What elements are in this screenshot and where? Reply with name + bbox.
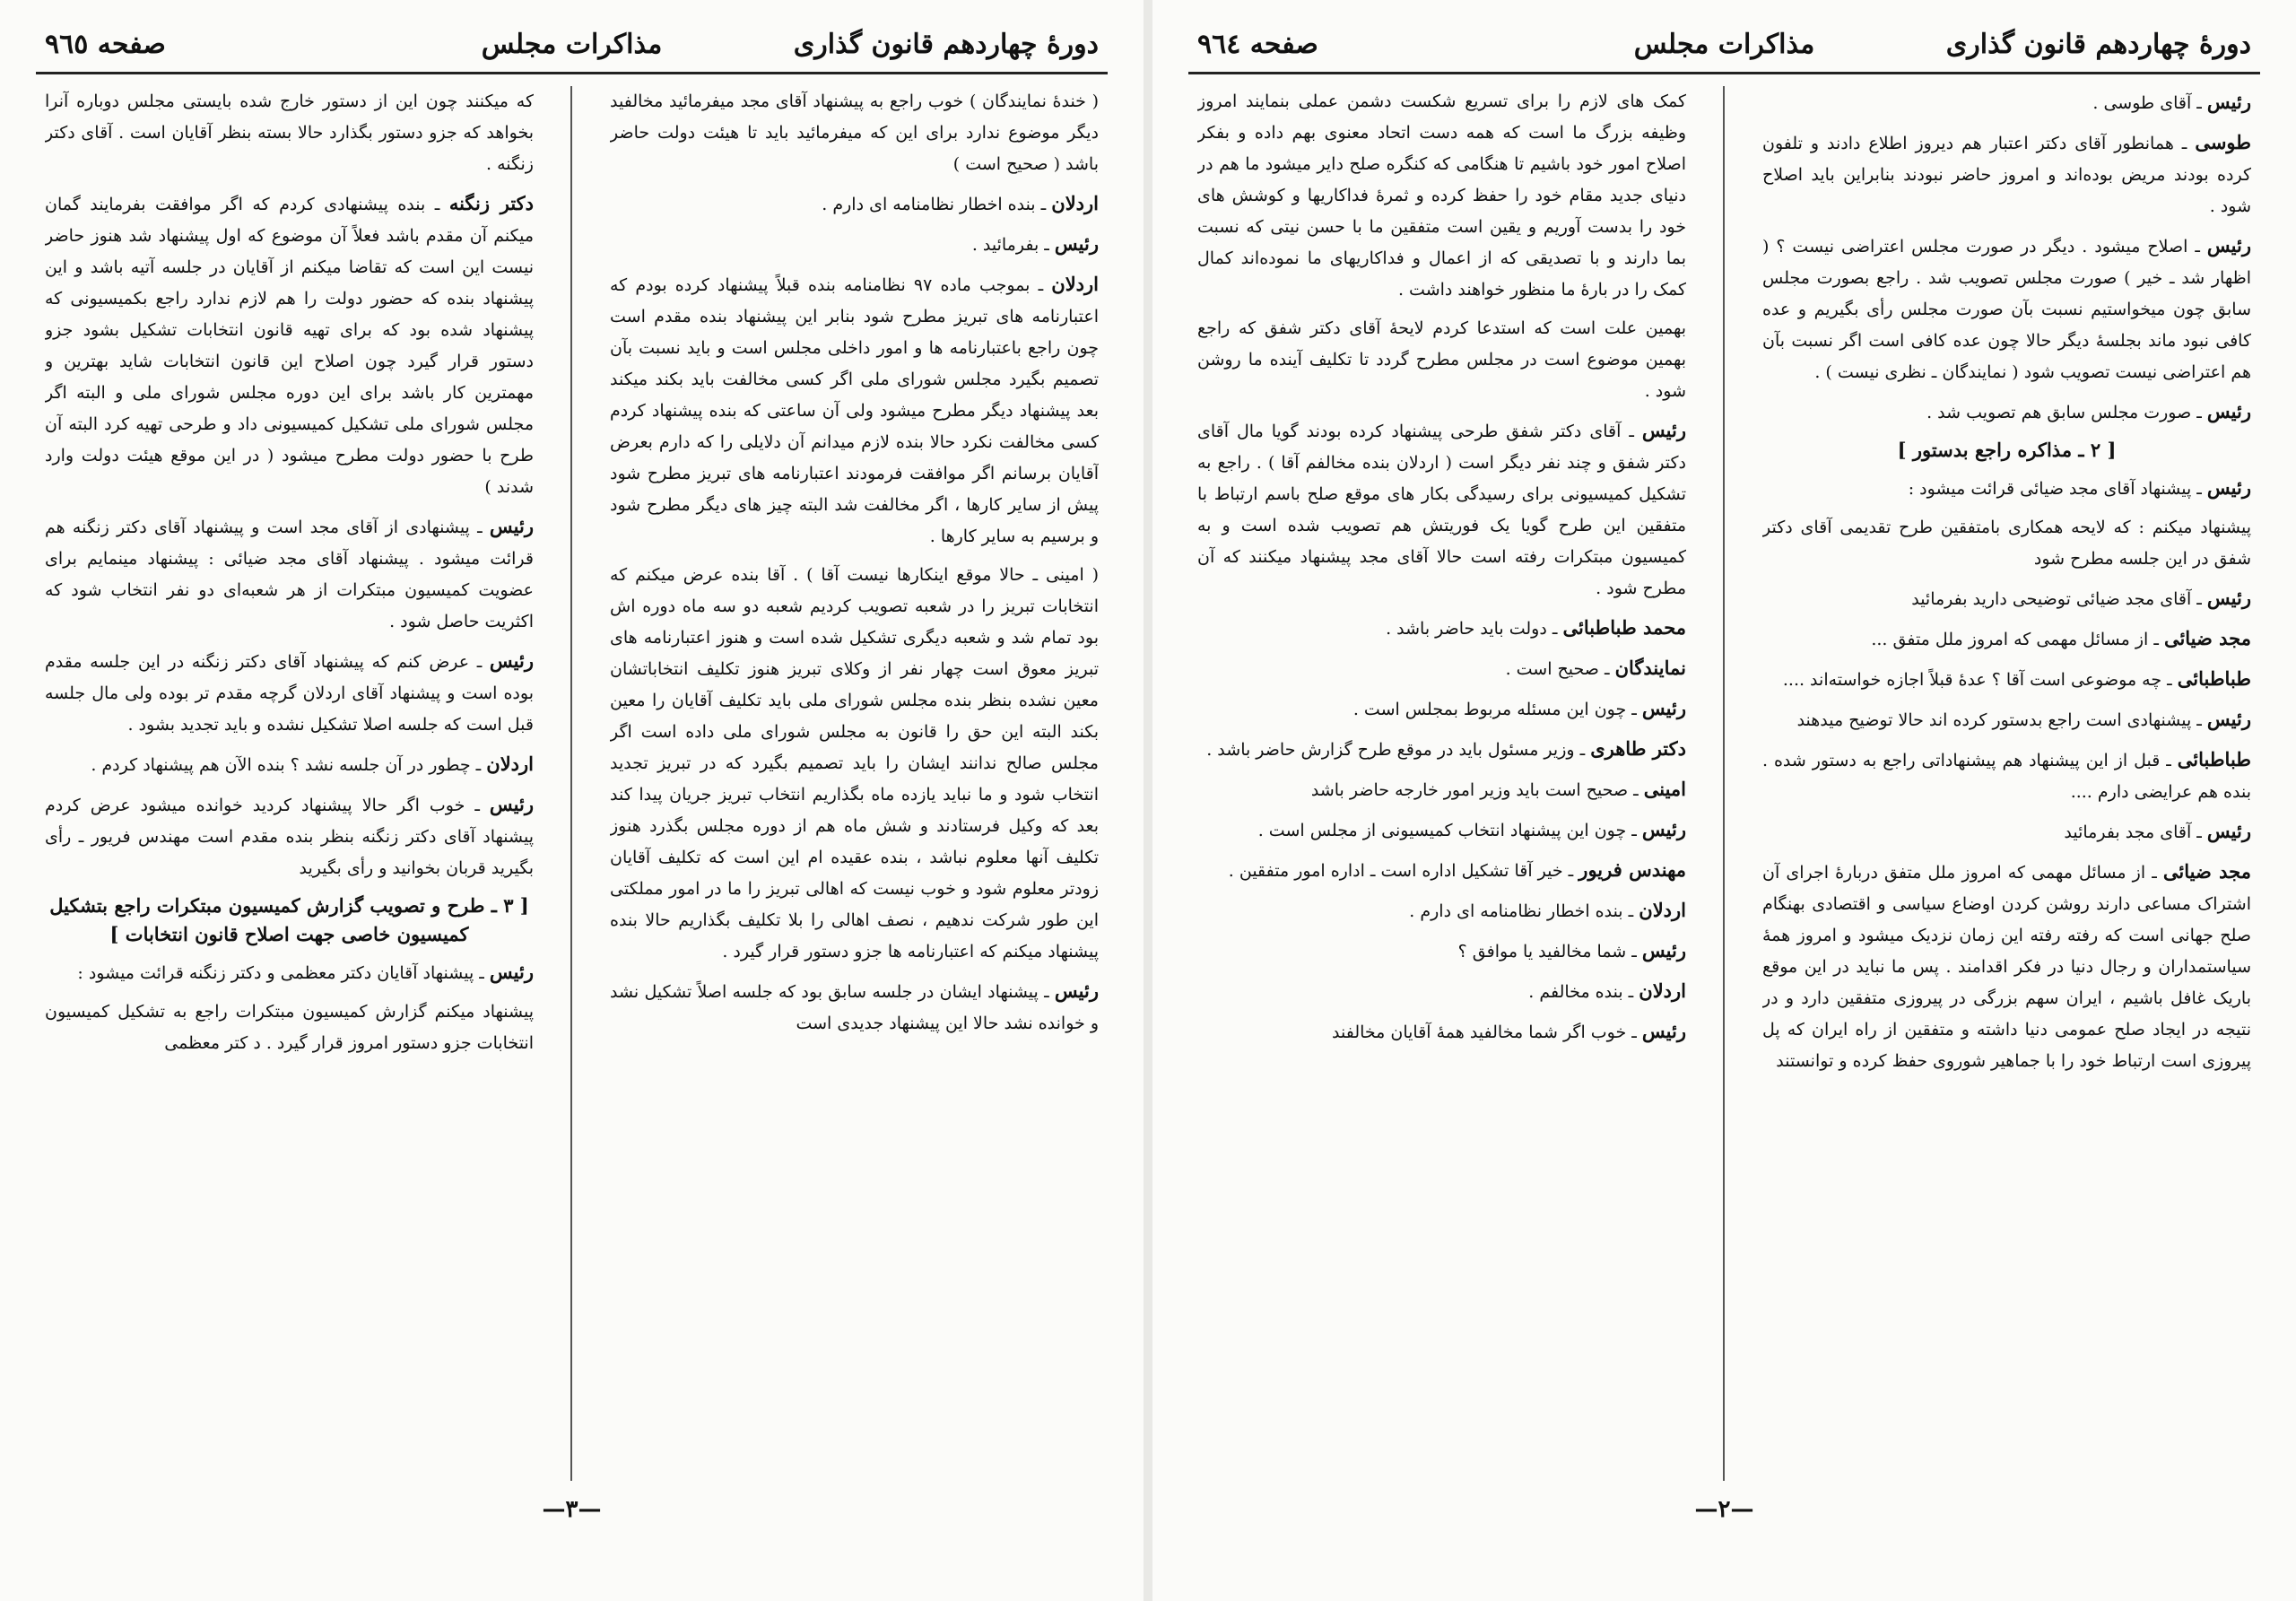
header-rule — [36, 72, 1108, 74]
header-page-number: صفحه ٩٦٥ — [45, 29, 166, 60]
speaker-name: رئیس — [2206, 234, 2251, 257]
paragraph — [45, 956, 534, 989]
speaker-name: مجد ضیائی — [2162, 860, 2251, 883]
paragraph — [1197, 313, 1686, 407]
paragraph — [1197, 1015, 1686, 1048]
speaker-name: امینی — [1643, 778, 1686, 800]
book-gutter — [1144, 0, 1152, 1601]
paragraph-text: ـ چون این مسئله مربوط بمجلس است . — [1352, 700, 1637, 719]
paragraph — [1762, 86, 2251, 119]
paragraph — [1197, 894, 1686, 927]
paragraph-text: ـ پیشنهاد آقای مجد ضیائی قرائت میشود : — [1908, 479, 2202, 499]
page-964 — [1152, 0, 2296, 1601]
paragraph — [610, 975, 1099, 1040]
paragraph — [1762, 472, 2251, 505]
paragraph — [610, 560, 1099, 968]
paragraph-text: ( امینی ـ حالا موقع اینکارها نیست آقا ) . آقا بنده عرض میکنم که انتخابات تبریز را در شعبه تصویب کردیم شعبه دو سه ماه دوره اش بود تمام شد و شعبه دیگری تشکیل شده است و هنوز اعتبارنامه های تبریز معوق است چهار نفر از وکلای تبریز هنوز تکلیف انتخاباتشان معین نشده بنظر بنده مجلس شورای ملی باید تکلیف آقایان را معین بکند البته این حق را قانون به مجلس شورای ملی داده است اگر مجلس صالح ندانند ایشان را باید تصمیم بگیرد که در تبریز تجدید انتخاب شود و ما نباید یازده ماه بگذاریم انتخاب تبریز جریان پیدا کند بعد که وکیل فرستادند و شش ماه هم از دوره مجلس بگذرد هنوز تکلیف آنها معلوم نباشد ، بنده عقیده ام این است که تکلیف آقایان زودتر معلوم شود و خوب نیست که اهالی تبریز را ما در امور مملکتی این طور شرکت ندهیم ، نصف اهالی را بلا تکلیف بگذاریم حالا بنده پیشنهاد میکنم که اعتبارنامه ها جزو دستور قرار گیرد . — [610, 565, 1099, 961]
paragraph-text: ـ آقای مجد ضیائی توضیحی دارید بفرمائید — [1911, 589, 2202, 609]
paragraph — [1197, 854, 1686, 887]
speaker-name: دکتر طاهری — [1590, 737, 1686, 760]
speaker-name: رئیس — [2206, 587, 2251, 609]
paragraph — [45, 187, 534, 503]
speaker-name: طباطبائی — [2177, 748, 2251, 770]
header-session: دورهٔ چهاردهم قانون گذاری — [1945, 29, 2251, 60]
paragraph — [45, 788, 534, 884]
column-divider — [1723, 86, 1725, 1481]
paragraph-text: ـ صورت مجلس سابق هم تصویب شد . — [1926, 403, 2202, 422]
paragraph — [45, 996, 534, 1059]
paragraph-text: ـ بنده مخالفم . — [1528, 982, 1634, 1002]
header-title: مذاکرات مجلس — [481, 29, 663, 60]
paragraph-text: ـ از مسائل مهمی که امروز ملل متفق ... — [1871, 630, 2159, 649]
paragraph — [1762, 815, 2251, 848]
paragraph — [1762, 622, 2251, 656]
paragraph — [1762, 230, 2251, 388]
paragraph — [1762, 663, 2251, 696]
speaker-name: رئیس — [489, 649, 534, 672]
speaker-name: رئیس — [1641, 818, 1686, 840]
speaker-name: اردلان — [1051, 192, 1099, 214]
paragraph-text: ـ از مسائل مهمی که امروز ملل متفق دربارهٔ اجرای آن اشتراک مساعی دارند روشن کردن اوضاع سیاسی و اقتصادی بهنگام صلح جهانی است که رفته رفته این زمان نزدیک میشود و امروز همهٔ سیاستمداران و رجال دنیا در فکر اقدامند . پس ما نباید در این موقع باریک غافل باشیم ، ایران سهم بزرگی در پیروزی متفقین دارد و در نتیجه در ایجاد صلح عمومی دنیا داشته و متفقین از راه ایران که پل پیروزی است ارتباط خود را با جماهیر شوروی حفظ کرده و توانستند — [1762, 863, 2251, 1071]
paragraph — [1762, 396, 2251, 429]
speaker-name: رئیس — [2206, 400, 2251, 422]
paragraph-text: ـ صحیح است باید وزیر امور خارجه حاضر باشد — [1310, 780, 1639, 800]
paragraph — [1197, 86, 1686, 306]
paragraph — [1197, 814, 1686, 847]
paragraph-text: ـ پیشنهادی است راجع بدستور کرده اند حالا توضیح میدهند — [1796, 710, 2202, 730]
paragraph-text: که میکنند چون این از دستور خارج شده بایستی مجلس دوباره آنرا بخواهد که جزو دستور بگذارد حالا بسته بنظر آقایان است . آقای دکتر زنگنه . — [45, 91, 534, 174]
column-divider — [570, 86, 572, 1481]
paragraph — [610, 187, 1099, 221]
speaker-name: اردلان — [1051, 273, 1099, 295]
header-page-number: صفحه ٩٦٤ — [1197, 29, 1318, 60]
header-rule — [1188, 72, 2260, 74]
paragraph-text: ـ شما مخالفید یا موافق ؟ — [1457, 942, 1637, 961]
column-right — [610, 86, 1099, 1481]
paragraph — [1197, 733, 1686, 766]
paragraph-text: ـ خیر آقا تشکیل اداره است ـ اداره امور متفقین . — [1228, 861, 1574, 881]
paragraph-text: ـ بنده اخطار نظامنامه ای دارم . — [822, 195, 1047, 214]
speaker-name: رئیس — [2206, 820, 2251, 842]
speaker-name: مهندس فریور — [1578, 858, 1686, 881]
paragraph — [1762, 856, 2251, 1077]
paragraph — [610, 268, 1099, 553]
paragraph-text: ـ خوب اگر حالا پیشنهاد کردید خوانده میشود عرض کردم پیشنهاد آقای دکتر زنگنه بنظر بنده مقدم است مهندس فریور ـ رأی بگیرید قربان بخوانید و رأی بگیرید — [45, 796, 534, 878]
paragraph-text: ـ صحیح است . — [1505, 659, 1610, 679]
paragraph — [1762, 512, 2251, 575]
paragraph — [1197, 975, 1686, 1008]
speaker-name: رئیس — [1641, 419, 1686, 441]
speaker-name: اردلان — [486, 753, 534, 775]
paragraph — [1762, 582, 2251, 615]
paragraph-text: ـ بنده پیشنهادی کردم که اگر موافقت بفرمایند گمان میکنم آن مقدم باشد فعلاً آن موضوع که اول پیشنهاد شد هنوز حاضر نیست این است که تقاضا میکنم از آقایان در جلسه آتیه باشد و این پیشنهاد بنده که حضور دولت را هم لازم ندارد راجع بکمیسیونی که پیشنهاد شده بود که برای تهیه قانون انتخابات تشکیل بشود جزو دستور قرار گیرد چون اصلاح این قانون انتخابات شاید بهترین و مهمترین کار باشد برای این دوره مجلس شورای ملی و البته اگر مجلس شورای ملی تشکیل کمیسیونی داد و طرحی تهیه کرد البته آن طرح با حضور دولت مطرح میشود ( در این موقع هیئت دولت وارد شدند ) — [45, 195, 534, 497]
speaker-name: محمد طباطبائی — [1562, 616, 1686, 639]
page-footer: —٢— — [1694, 1496, 1754, 1523]
paragraph — [1197, 692, 1686, 726]
header-title: مذاکرات مجلس — [1633, 29, 1815, 60]
speaker-name: رئیس — [489, 793, 534, 815]
paragraph — [1197, 612, 1686, 645]
paragraph — [1762, 126, 2251, 222]
paragraph-text: ـ پیشنهاد ایشان در جلسه سابق بود که جلسه اصلاً تشکیل نشد و خوانده نشد حالا این پیشنهاد جدیدی است — [610, 982, 1099, 1033]
column-left — [45, 86, 534, 1481]
section-heading: [ ٣ ـ طرح و تصویب گزارش کمیسیون مبتکرات راجع بتشکیل کمیسیون خاصی جهت اصلاح قانون انتخابات ] — [49, 894, 529, 945]
speaker-name: نمایندگان — [1614, 657, 1686, 679]
paragraph-text: ـ بفرمائید . — [971, 235, 1049, 255]
paragraph — [1197, 773, 1686, 806]
column-left — [1197, 86, 1686, 1481]
paragraph — [1197, 414, 1686, 605]
speaker-name: رئیس — [2206, 476, 2251, 499]
speaker-name: رئیس — [2206, 91, 2251, 113]
speaker-name: رئیس — [1054, 979, 1099, 1002]
page-footer: —٣— — [542, 1496, 602, 1523]
page-header — [45, 29, 1099, 68]
paragraph — [45, 748, 534, 781]
paragraph-text: ـ اصلاح میشود . دیگر در صورت مجلس اعتراضی نیست ؟ ( اظهار شد ـ خیر ) صورت مجلس تصویب شد . راجع بصورت مجلس سابق چون میخواستیم نسبت بآن صورت مجلس رأی بگیریم و عده کافی نبود ماند بجلسهٔ دیگر حالا چون عده کافی است اگر نسبت بآن هم اعتراضی نیست تصویب شود ( نمایندگان ـ نظری نیست ) . — [1762, 237, 2251, 382]
paragraph-text: ـ آقای طوسی . — [2092, 93, 2202, 113]
paragraph — [610, 86, 1099, 180]
speaker-name: رئیس — [1641, 697, 1686, 719]
paragraph — [1762, 744, 2251, 808]
paragraph-text: ـ خوب اگر شما مخالفید همهٔ آقایان مخالفند — [1332, 1022, 1637, 1042]
speaker-name: طوسی — [2195, 131, 2251, 153]
paragraph-text: ـ پیشنهادی از آقای مجد است و پیشنهاد آقای دکتر زنگنه هم قرائت میشود . پیشنهاد آقای مجد ضیائی : پیشنهاد مینمایم برای عضویت کمیسیون مبتکرات از هر شعبه‌ای دو نفر انتخاب شود که اکثریت حاصل شود . — [45, 518, 534, 631]
paragraph-text: ـ چطور در آن جلسه نشد ؟ بنده الآن هم پیشنهاد کردم . — [91, 755, 482, 775]
paragraph-text: ـ چه موضوعی است آقا ؟ عدهٔ قبلاً اجازه خواسته‌اند .... — [1782, 670, 2172, 690]
page-965 — [0, 0, 1144, 1601]
speaker-name: رئیس — [1641, 1020, 1686, 1042]
paragraph — [1197, 652, 1686, 685]
paragraph-text: پیشنهاد میکنم : که لایحه همکاری بامتفقین طرح تقدیمی آقای دکتر شفق در این جلسه مطرح شود — [1762, 518, 2251, 569]
paragraph-text: پیشنهاد میکنم گزارش کمیسیون مبتکرات راجع به تشکیل کمیسیون انتخابات جزو دستور امروز قرار گیرد . د کتر معظمی — [45, 1002, 534, 1053]
paragraph-text: کمک های لازم را برای تسریع شکست دشمن عملی بنمایند امروز وظیفه بزرگ ما است که همه دست اتحاد معنوی بهم داده و بفکر اصلاح امور خود باشیم تا هنگامی که کنگره صلح دایر میشود ما هم در دنیای جدید مقام خود را حفظ کرده و ثمرهٔ فداکاریها و کوشش های خود را بدست آوریم و یقین است متفقین ما با حسن نیتی که نسبت بما دارند و با تصدیقی که از اعمال و فداکاریهای ما نموده‌اند کمال کمک را در بارهٔ ما منظور خواهند داشت . — [1197, 91, 1686, 300]
speaker-name: رئیس — [2206, 708, 2251, 730]
paragraph-text: ـ دولت باید حاضر باشد . — [1386, 619, 1558, 639]
speaker-name: رئیس — [489, 515, 534, 537]
speaker-name: رئیس — [489, 961, 534, 983]
paragraph-text: ـ وزیر مسئول باید در موقع طرح گزارش حاضر باشد . — [1206, 740, 1586, 760]
paragraph-text: ـ قبل از این پیشنهاد هم پیشنهاداتی راجع به دستور شده . بنده هم عرایضی دارم .... — [1762, 751, 2251, 802]
section-heading: [ ٢ ـ مذاکره راجع بدستور ] — [1897, 439, 2117, 461]
paragraph — [45, 510, 534, 638]
speaker-name: طباطبائی — [2177, 667, 2251, 690]
speaker-name: دکتر زنگنه — [448, 192, 534, 214]
paragraph-text: بهمین علت است که استدعا کردم لایحهٔ آقای دکتر شفق که راجع بهمین موضوع است در مجلس مطرح گردد تا تکلیف آینده ما روشن شود . — [1197, 318, 1686, 401]
speaker-name: رئیس — [1054, 232, 1099, 255]
paragraph-text: ـ بنده اخطار نظامنامه ای دارم . — [1409, 901, 1634, 921]
speaker-name: مجد ضیائی — [2163, 627, 2251, 649]
paragraph-text: ـ عرض کنم که پیشنهاد آقای دکتر زنگنه در این جلسه مقدم بوده است و پیشنهاد آقای اردلان گرچه مقدم تر بوده ولی مال جلسه قبل است که جلسه اصلا تشکیل نشده و باید تجدید بشود . — [45, 652, 534, 735]
paragraph — [1197, 935, 1686, 968]
paragraph-text: ( خندهٔ نمایندگان ) خوب راجع به پیشنهاد آقای مجد میفرمائید مخالفید دیگر موضوع ندارد برای این که میفرمائید باید تا هیئت دولت حاضر باشد ( صحیح است ) — [610, 91, 1099, 174]
header-session: دورهٔ چهاردهم قانون گذاری — [793, 29, 1099, 60]
column-right — [1762, 86, 2251, 1481]
paragraph-text: ـ پیشنهاد آقایان دکتر معظمی و دکتر زنگنه قرائت میشود : — [77, 963, 484, 983]
paragraph-text: ـ همانطور آقای دکتر اعتبار هم دیروز اطلاع دادند و تلفون کرده بودند مریض بوده‌اند و امروز حاضر نبودند بنابراین باید اصلاح شود . — [1762, 134, 2251, 216]
speaker-name: اردلان — [1639, 899, 1686, 921]
speaker-name: رئیس — [1641, 939, 1686, 961]
paragraph — [45, 86, 534, 180]
paragraph-text: ـ آقای مجد بفرمائید — [2064, 822, 2202, 842]
paragraph-text: ـ بموجب ماده ٩٧ نظامنامه بنده قبلاً پیشنهاد کرده بودم که اعتبارنامه های تبریز مطرح شود بنابر این پیشنهاد بنده مقدم است چون راجع باعتبارنامه ها و امور داخلی مجلس است و باید نسبت بآن تصمیم بگیرد مجلس شورای ملی اگر کسی مخالفت باید بکند میکند بعد پیشنهاد دیگر مطرح میشود ولی آن ساعتی که بنده پیشنهاد کردم کسی مخالفت نکرد حالا بنده لازم میدانم آن دلایلی را که دارم بعرض آقایان برسانم اگر موافقت فرمودند اعتبارنامه های تبریز مطرح شود پیش از سایر کارها ، اگر مخالفت شد البته چیز های دیگر مطرح شود و برسیم به سایر کارها . — [610, 275, 1099, 546]
paragraph — [610, 228, 1099, 261]
paragraph-text: ـ چون این پیشنهاد انتخاب کمیسیونی از مجلس است . — [1257, 821, 1637, 840]
paragraph — [1762, 703, 2251, 736]
speaker-name: اردلان — [1639, 979, 1686, 1002]
paragraph-text: ـ آقای دکتر شفق طرحی پیشنهاد کرده بودند گویا مال آقای دکتر شفق و چند نفر دیگر است ( اردلان بنده مخالفم آقا ) . راجع به تشکیل کمیسیونی برای رسیدگی بکار های موقع صلح باسم ارتباط با متفقین این طرح گویا یک فوریتش هم تصویب شده است و به کمیسیون مبتکرات رفته است حالا آقای مجد پیشنهاد میکنند که آن مطرح شود . — [1197, 422, 1686, 598]
paragraph — [45, 645, 534, 741]
page-header — [1197, 29, 2251, 68]
